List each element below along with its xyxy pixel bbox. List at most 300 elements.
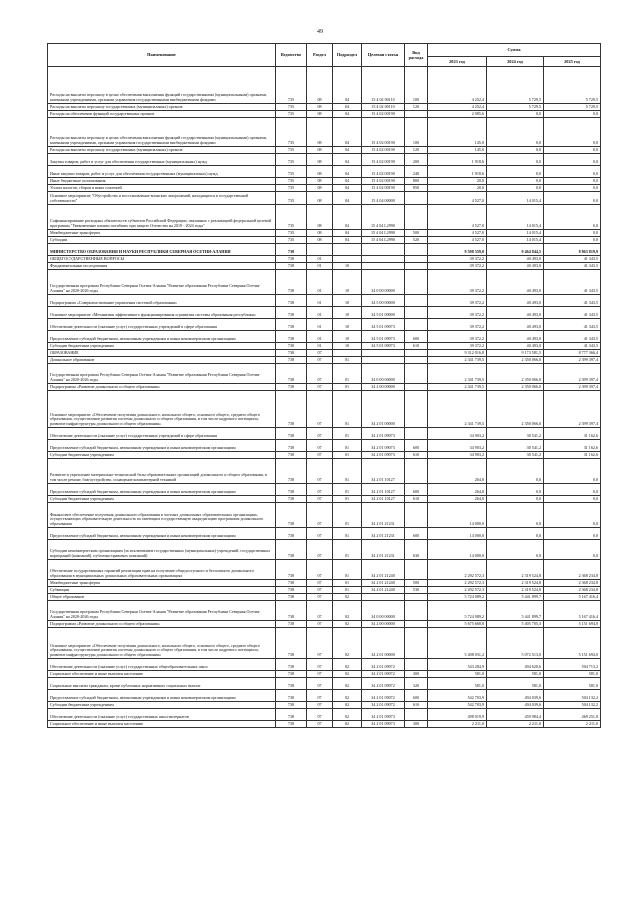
- table-row: [48, 452, 601, 459]
- cell-vedomstvo: 738: [276, 587, 307, 594]
- cell-vedomstvo: 738: [276, 580, 307, 587]
- table-row: [48, 528, 601, 540]
- cell-vedomstvo: 738: [276, 721, 307, 728]
- cell-expense-type: 320: [405, 678, 428, 690]
- cell-target-article: 34 2 01 10127: [362, 496, 405, 503]
- cell-expense-type: 300: [405, 721, 428, 728]
- cell-2025: 41 343,5: [544, 331, 601, 343]
- cell-target-article: 34 5 01 00000: [362, 307, 405, 319]
- table-row: [48, 540, 601, 560]
- cell-2025: 0,0: [544, 205, 601, 230]
- cell-expense-type: [405, 391, 428, 428]
- cell-expense-type: [405, 364, 428, 384]
- cell-razdel: 01: [307, 256, 333, 263]
- cell-razdel: 07: [307, 587, 333, 594]
- cell-2025: 2 368 234,8: [544, 580, 601, 587]
- cell-razdel: 01: [307, 307, 333, 319]
- table-row: [48, 690, 601, 702]
- cell-podrazdel: 02: [333, 690, 362, 702]
- cell-2024: 0,0: [487, 166, 544, 178]
- cell-2025: 2 211,0: [544, 721, 601, 728]
- cell-expense-type: [405, 384, 428, 391]
- cell-2025: 41 343,5: [544, 343, 601, 350]
- cell-podrazdel: 01: [333, 391, 362, 428]
- table-row: [48, 628, 601, 659]
- cell-2023: 39 372,2: [428, 307, 487, 319]
- cell-2025: 0,0: [544, 459, 601, 484]
- cell-name: Общее образование: [48, 594, 276, 601]
- cell-vedomstvo: 738: [276, 621, 307, 628]
- cell-2025: 2 399 397,4: [544, 384, 601, 391]
- cell-2025: 5 167 416,4: [544, 601, 601, 621]
- cell-2025: 5 167 416,4: [544, 594, 601, 601]
- cell-vedomstvo: 738: [276, 709, 307, 721]
- cell-2023: 4 527,0: [428, 205, 487, 230]
- cell-razdel: 01: [307, 270, 333, 295]
- cell-podrazdel: 01: [333, 452, 362, 459]
- cell-expense-type: [405, 295, 428, 307]
- cell-razdel: 07: [307, 594, 333, 601]
- cell-vedomstvo: 738: [276, 528, 307, 540]
- cell-expense-type: [405, 503, 428, 528]
- table-row: [48, 263, 601, 270]
- cell-vedomstvo: 738: [276, 628, 307, 659]
- table-row: [48, 230, 601, 237]
- cell-2023: 264,0: [428, 459, 487, 484]
- cell-name: Подпрограмма «Совершенствование управления системой образования»: [48, 295, 276, 307]
- cell-vedomstvo: 738: [276, 659, 307, 671]
- cell-name: ОБЩЕГОСУДАРСТВЕННЫЕ ВОПРОСЫ: [48, 256, 276, 263]
- table-row: [48, 270, 601, 295]
- cell-vedomstvo: 738: [276, 702, 307, 709]
- cell-podrazdel: 02: [333, 628, 362, 659]
- cell-vedomstvo: 738: [276, 331, 307, 343]
- cell-razdel: 07: [307, 702, 333, 709]
- cell-2024: 14 015,4: [487, 205, 544, 230]
- cell-name: Фундаментальные исследования: [48, 263, 276, 270]
- table-row: [48, 192, 601, 205]
- cell-2025: 5 151 694,0: [544, 628, 601, 659]
- table-row: [48, 496, 601, 503]
- cell-podrazdel: 10: [333, 270, 362, 295]
- cell-target-article: 34 2 01 00000: [362, 391, 405, 428]
- cell-expense-type: 120: [405, 147, 428, 154]
- cell-podrazdel: 01: [333, 428, 362, 440]
- col-header-2024: 2024 год: [487, 57, 544, 67]
- cell-podrazdel: 01: [333, 503, 362, 528]
- cell-2024: 2 319 524,8: [487, 580, 544, 587]
- cell-2023: 39 372,2: [428, 331, 487, 343]
- cell-2023: 39 372,2: [428, 270, 487, 295]
- cell-expense-type: [405, 256, 428, 263]
- cell-podrazdel: 04: [333, 192, 362, 205]
- cell-razdel: 08: [307, 185, 333, 192]
- cell-expense-type: [405, 192, 428, 205]
- cell-expense-type: 630: [405, 540, 428, 560]
- cell-2024: 5 405 705,3: [487, 621, 544, 628]
- cell-target-article: [362, 350, 405, 357]
- cell-expense-type: 100: [405, 118, 428, 147]
- table-row: [48, 295, 601, 307]
- cell-name: Государственная программа Республики Северная Осетия-Алания "Развитие образования Республики Северная Осетия-Алания" на 2020-2026 годы: [48, 601, 276, 621]
- table-row: [48, 244, 601, 256]
- cell-name: Социальное обеспечение и иные выплаты населению: [48, 721, 276, 728]
- cell-2023: 543 284,9: [428, 659, 487, 671]
- cell-target-article: [362, 263, 405, 270]
- cell-podrazdel: 10: [333, 343, 362, 350]
- col-header-2025: 2025 год: [544, 57, 601, 67]
- cell-podrazdel: 04: [333, 104, 362, 111]
- cell-target-article: 34 5 01 09073: [362, 331, 405, 343]
- col-header-name: Наименование: [48, 44, 276, 67]
- cell-2025: 504 132,2: [544, 702, 601, 709]
- cell-razdel: 08: [307, 111, 333, 118]
- cell-podrazdel: 04: [333, 118, 362, 147]
- cell-2023: 5 724 089,2: [428, 594, 487, 601]
- cell-razdel: 07: [307, 690, 333, 702]
- cell-name: Субсидии бюджетным учреждениям: [48, 496, 276, 503]
- cell-2025: 41 343,5: [544, 319, 601, 331]
- cell-expense-type: [405, 601, 428, 621]
- cell-podrazdel: 04: [333, 147, 362, 154]
- cell-vedomstvo: 738: [276, 319, 307, 331]
- page-number: 49: [317, 29, 323, 35]
- cell-2023: 498 019,9: [428, 709, 487, 721]
- cell-podrazdel: 01: [333, 459, 362, 484]
- col-header-expense-type: Вид расхода: [405, 44, 428, 67]
- cell-2023: 145,0: [428, 118, 487, 147]
- cell-2023: 542 703,9: [428, 702, 487, 709]
- cell-2025: 5 151 694,0: [544, 621, 601, 628]
- cell-target-article: 34 5 01 09073: [362, 343, 405, 350]
- cell-2024: 2 319 524,8: [487, 560, 544, 580]
- cell-name: Обеспечение деятельности (оказание услуг) государственных общеобразовательных школ: [48, 659, 276, 671]
- cell-2025: 0,0: [544, 111, 601, 118]
- col-header-target-article: Целевая статья: [362, 44, 405, 67]
- cell-2024: 494 039,6: [487, 702, 544, 709]
- cell-podrazdel: 02: [333, 621, 362, 628]
- cell-podrazdel: 01: [333, 528, 362, 540]
- cell-name: Дошкольное образование: [48, 357, 276, 364]
- cell-podrazdel: 01: [333, 384, 362, 391]
- cell-podrazdel: 10: [333, 331, 362, 343]
- cell-target-article: 34 2 01 09072: [362, 659, 405, 671]
- cell-target-article: 15 4 04 L2990: [362, 205, 405, 230]
- cell-razdel: 07: [307, 678, 333, 690]
- cell-podrazdel: 10: [333, 263, 362, 270]
- cell-2024: 40 493,0: [487, 343, 544, 350]
- cell-2024: 40 493,0: [487, 256, 544, 263]
- cell-razdel: 07: [307, 459, 333, 484]
- cell-target-article: 34 2 01 21240: [362, 580, 405, 587]
- cell-vedomstvo: 735: [276, 111, 307, 118]
- cell-name: Предоставление субсидий бюджетным, автономным учреждениям и иным некоммерческим организациям: [48, 528, 276, 540]
- table-row: [48, 659, 601, 671]
- cell-razdel: 07: [307, 496, 333, 503]
- cell-2025: 41 343,5: [544, 270, 601, 295]
- cell-podrazdel: 02: [333, 702, 362, 709]
- cell-razdel: 07: [307, 452, 333, 459]
- cell-2025: 5 729,5: [544, 67, 601, 104]
- cell-razdel: 08: [307, 178, 333, 185]
- cell-2025: 8 777 366,4: [544, 350, 601, 357]
- cell-2023: 4 527,0: [428, 192, 487, 205]
- table-row: [48, 67, 601, 104]
- cell-expense-type: [405, 428, 428, 440]
- table-row: [48, 237, 601, 244]
- cell-vedomstvo: 738: [276, 428, 307, 440]
- cell-2025: 0,0: [544, 192, 601, 205]
- cell-2025: 0,0: [544, 484, 601, 496]
- cell-2024: 494 039,6: [487, 690, 544, 702]
- cell-expense-type: [405, 621, 428, 628]
- cell-name: Подпрограмма «Развитие дошкольного и общего образования»: [48, 384, 276, 391]
- cell-2024: 2 350 066,0: [487, 364, 544, 384]
- table-row: [48, 343, 601, 350]
- cell-target-article: 34 2 01 09073: [362, 428, 405, 440]
- cell-expense-type: 600: [405, 331, 428, 343]
- cell-target-article: 34 2 01 09073: [362, 440, 405, 452]
- cell-2024: 40 493,0: [487, 270, 544, 295]
- cell-expense-type: 520: [405, 237, 428, 244]
- cell-vedomstvo: 738: [276, 364, 307, 384]
- cell-2024: 2 211,0: [487, 721, 544, 728]
- cell-2025: 2 399 397,4: [544, 364, 601, 384]
- table-row: [48, 331, 601, 343]
- table-row: [48, 678, 601, 690]
- budget-table: [47, 43, 601, 728]
- cell-2023: 2 341 739,5: [428, 391, 487, 428]
- cell-name: Социальные выплаты гражданам, кроме публичных нормативных социальных выплат: [48, 678, 276, 690]
- cell-name: Государственная программа Республики Северная Осетия-Алания "Развитие образования Республики Северная Осетия-Алания" на 2020-2026 годы: [48, 364, 276, 384]
- cell-expense-type: [405, 270, 428, 295]
- cell-razdel: 07: [307, 580, 333, 587]
- cell-vedomstvo: 738: [276, 459, 307, 484]
- cell-razdel: 08: [307, 118, 333, 147]
- cell-2025: 0,0: [544, 503, 601, 528]
- cell-razdel: 07: [307, 628, 333, 659]
- cell-2024: 9 173 581,5: [487, 350, 544, 357]
- table-row: [48, 709, 601, 721]
- cell-2024: 2 350 066,0: [487, 391, 544, 428]
- cell-razdel: 07: [307, 709, 333, 721]
- table-row: [48, 205, 601, 230]
- cell-2024: 581,0: [487, 678, 544, 690]
- cell-2024: 5 729,5: [487, 67, 544, 104]
- cell-2024: 14 015,4: [487, 192, 544, 205]
- cell-2023: 14 000,0: [428, 503, 487, 528]
- cell-expense-type: [405, 307, 428, 319]
- cell-name: Софинансирование расходных обязательств субъектов Российской Федерации, связанных с реализацией федеральной целевой программы "Увековечение памяти погибших при защите Отечества на 2019 - 2024 годы": [48, 205, 276, 230]
- cell-2025: 31 162,6: [544, 428, 601, 440]
- cell-2024: 0,0: [487, 111, 544, 118]
- cell-razdel: 07: [307, 391, 333, 428]
- cell-2024: 0,0: [487, 185, 544, 192]
- table-row: [48, 307, 601, 319]
- cell-2024: 0,0: [487, 178, 544, 185]
- cell-expense-type: 100: [405, 67, 428, 104]
- cell-razdel: 08: [307, 104, 333, 111]
- cell-expense-type: 610: [405, 343, 428, 350]
- cell-2025: 0,0: [544, 230, 601, 237]
- cell-2023: 264,0: [428, 496, 487, 503]
- cell-podrazdel: 02: [333, 671, 362, 678]
- cell-name: Субсидии бюджетным учреждениям: [48, 343, 276, 350]
- cell-name: Государственная программа Республики Северная Осетия-Алания "Развитие образования Республики Северная Осетия-Алания" на 2020-2026 годы: [48, 270, 276, 295]
- cell-expense-type: [405, 709, 428, 721]
- cell-name: Обеспечение деятельности (оказание услуг) государственных учреждений в сфере образования: [48, 428, 276, 440]
- cell-expense-type: 600: [405, 440, 428, 452]
- cell-podrazdel: 02: [333, 601, 362, 621]
- cell-vedomstvo: 735: [276, 192, 307, 205]
- cell-name: Основное мероприятие «Обеспечение получения дошкольного, начального общего, основного общего, среднего общего образования, осуществление развития системы дошкольного и общего образования, в том числе кадрового потенциала, развитие инфраструктуры дошкольного и общего образования»: [48, 628, 276, 659]
- cell-2024: 2 350 066,0: [487, 384, 544, 391]
- cell-2024: 30 541,2: [487, 428, 544, 440]
- cell-target-article: 34 2 01 21240: [362, 560, 405, 580]
- cell-expense-type: 850: [405, 185, 428, 192]
- cell-2024: 9 464 844,5: [487, 244, 544, 256]
- cell-expense-type: [405, 659, 428, 671]
- cell-podrazdel: [333, 350, 362, 357]
- table-row: [48, 391, 601, 428]
- table-row: [48, 154, 601, 166]
- cell-razdel: 08: [307, 192, 333, 205]
- table-row: [48, 118, 601, 147]
- cell-razdel: 07: [307, 503, 333, 528]
- cell-target-article: 34 2 00 00000: [362, 621, 405, 628]
- cell-expense-type: 610: [405, 452, 428, 459]
- col-header-2023: 2023 год: [428, 57, 487, 67]
- cell-vedomstvo: 735: [276, 178, 307, 185]
- cell-razdel: 08: [307, 237, 333, 244]
- cell-vedomstvo: 738: [276, 263, 307, 270]
- cell-2023: 4 252,4: [428, 67, 487, 104]
- col-header-podrazdel: Подраздел: [333, 44, 362, 67]
- cell-vedomstvo: 735: [276, 185, 307, 192]
- cell-2025: 0,0: [544, 528, 601, 540]
- cell-2023: 20,0: [428, 178, 487, 185]
- table-body: [48, 67, 601, 728]
- cell-name: Расходы на выплаты персоналу в целях обеспечения выполнения функций государственными (муниципальными) органами, казенными учреждениями, органами управления государственными внебюджетными фондами: [48, 67, 276, 104]
- cell-2023: 34 903,2: [428, 452, 487, 459]
- table-row: [48, 484, 601, 496]
- cell-2025: 0,0: [544, 237, 601, 244]
- cell-expense-type: [405, 350, 428, 357]
- cell-target-article: 15 4 02 00110: [362, 104, 405, 111]
- table-row: [48, 357, 601, 364]
- cell-2023: 2 341 739,5: [428, 357, 487, 364]
- table-row: [48, 587, 601, 594]
- cell-podrazdel: 04: [333, 67, 362, 104]
- cell-target-article: 34 2 01 09072: [362, 678, 405, 690]
- cell-2025: 504 132,2: [544, 690, 601, 702]
- cell-podrazdel: 04: [333, 237, 362, 244]
- cell-podrazdel: [333, 244, 362, 256]
- cell-name: Закупка товаров, работ и услуг для обеспечения государственных (муниципальных) нужд: [48, 154, 276, 166]
- cell-2023: 1 918,6: [428, 154, 487, 166]
- cell-razdel: [307, 244, 333, 256]
- cell-2025: 0,0: [544, 166, 601, 178]
- cell-razdel: 07: [307, 350, 333, 357]
- cell-name: Предоставление субсидий бюджетным, автономным учреждениям и иным некоммерческим организациям: [48, 484, 276, 496]
- cell-vedomstvo: 735: [276, 67, 307, 104]
- table-row: [48, 560, 601, 580]
- cell-expense-type: 610: [405, 702, 428, 709]
- cell-target-article: 34 2 01 09073: [362, 709, 405, 721]
- table-row: [48, 671, 601, 678]
- cell-target-article: 15 4 02 00190: [362, 118, 405, 147]
- cell-2025: 41 343,5: [544, 295, 601, 307]
- cell-2024: 0,0: [487, 459, 544, 484]
- table-row: [48, 147, 601, 154]
- cell-expense-type: 240: [405, 166, 428, 178]
- cell-2023: 39 372,2: [428, 319, 487, 331]
- cell-vedomstvo: 738: [276, 678, 307, 690]
- cell-2025: 31 162,6: [544, 440, 601, 452]
- cell-2024: 581,0: [487, 671, 544, 678]
- cell-2024: 5 729,5: [487, 104, 544, 111]
- cell-2024: 459 984,4: [487, 709, 544, 721]
- cell-vedomstvo: 738: [276, 671, 307, 678]
- cell-expense-type: 610: [405, 496, 428, 503]
- cell-vedomstvo: 735: [276, 104, 307, 111]
- cell-target-article: 34 0 00 00000: [362, 270, 405, 295]
- cell-vedomstvo: 735: [276, 205, 307, 230]
- cell-2024: 40 493,0: [487, 331, 544, 343]
- cell-2023: 9 312 016,8: [428, 350, 487, 357]
- cell-vedomstvo: 738: [276, 560, 307, 580]
- cell-2024: 2 319 524,8: [487, 587, 544, 594]
- cell-name: Субсидии бюджетным учреждениям: [48, 452, 276, 459]
- cell-razdel: 07: [307, 601, 333, 621]
- cell-name: Развитие и укрепление материально-технической базы образовательных организаций дошкольного и общего образования, в том числе ремонт, благоустройство, оснащение компьютерной техникой: [48, 459, 276, 484]
- cell-2023: 20,0: [428, 185, 487, 192]
- cell-name: Иные закупки товаров, работ и услуг для обеспечения государственных (муниципальных) нужд: [48, 166, 276, 178]
- cell-2024: 0,0: [487, 154, 544, 166]
- cell-target-article: 15 4 02 00110: [362, 67, 405, 104]
- cell-razdel: 07: [307, 671, 333, 678]
- cell-2023: 581,0: [428, 671, 487, 678]
- cell-2025: 0,0: [544, 118, 601, 147]
- table-row: [48, 503, 601, 528]
- cell-name: Социальное обеспечение и иные выплаты населению: [48, 671, 276, 678]
- cell-vedomstvo: 735: [276, 118, 307, 147]
- cell-2023: 2 292 572,3: [428, 580, 487, 587]
- cell-name: Основное мероприятие "Обустройство и восстановление воинских захоронений, находящихся в государственной собственности": [48, 192, 276, 205]
- cell-vedomstvo: 738: [276, 384, 307, 391]
- cell-target-article: 15 4 04 L2990: [362, 230, 405, 237]
- col-header-sum: Сумма: [428, 44, 601, 57]
- cell-expense-type: 300: [405, 671, 428, 678]
- cell-2025: 469 251,8: [544, 709, 601, 721]
- cell-2025: 0,0: [544, 178, 601, 185]
- table-row: [48, 350, 601, 357]
- cell-2024: 40 493,0: [487, 319, 544, 331]
- cell-podrazdel: 01: [333, 580, 362, 587]
- cell-podrazdel: 02: [333, 678, 362, 690]
- cell-razdel: 07: [307, 659, 333, 671]
- cell-podrazdel: 04: [333, 154, 362, 166]
- cell-name: Межбюджетные трансферты: [48, 580, 276, 587]
- cell-name: Обеспечение деятельности (оказание услуг) государственных учреждений в сфере образования: [48, 319, 276, 331]
- cell-name: Субсидии некоммерческим организациям (за исключением государственных (муниципальных) учреждений, государственных корпораций (компаний), публично-правовых компаний): [48, 540, 276, 560]
- cell-razdel: 07: [307, 364, 333, 384]
- cell-name: Расходы на обеспечение функций государственных органов: [48, 111, 276, 118]
- cell-podrazdel: 01: [333, 560, 362, 580]
- cell-expense-type: 500: [405, 230, 428, 237]
- cell-vedomstvo: 738: [276, 690, 307, 702]
- cell-2023: 14 000,0: [428, 528, 487, 540]
